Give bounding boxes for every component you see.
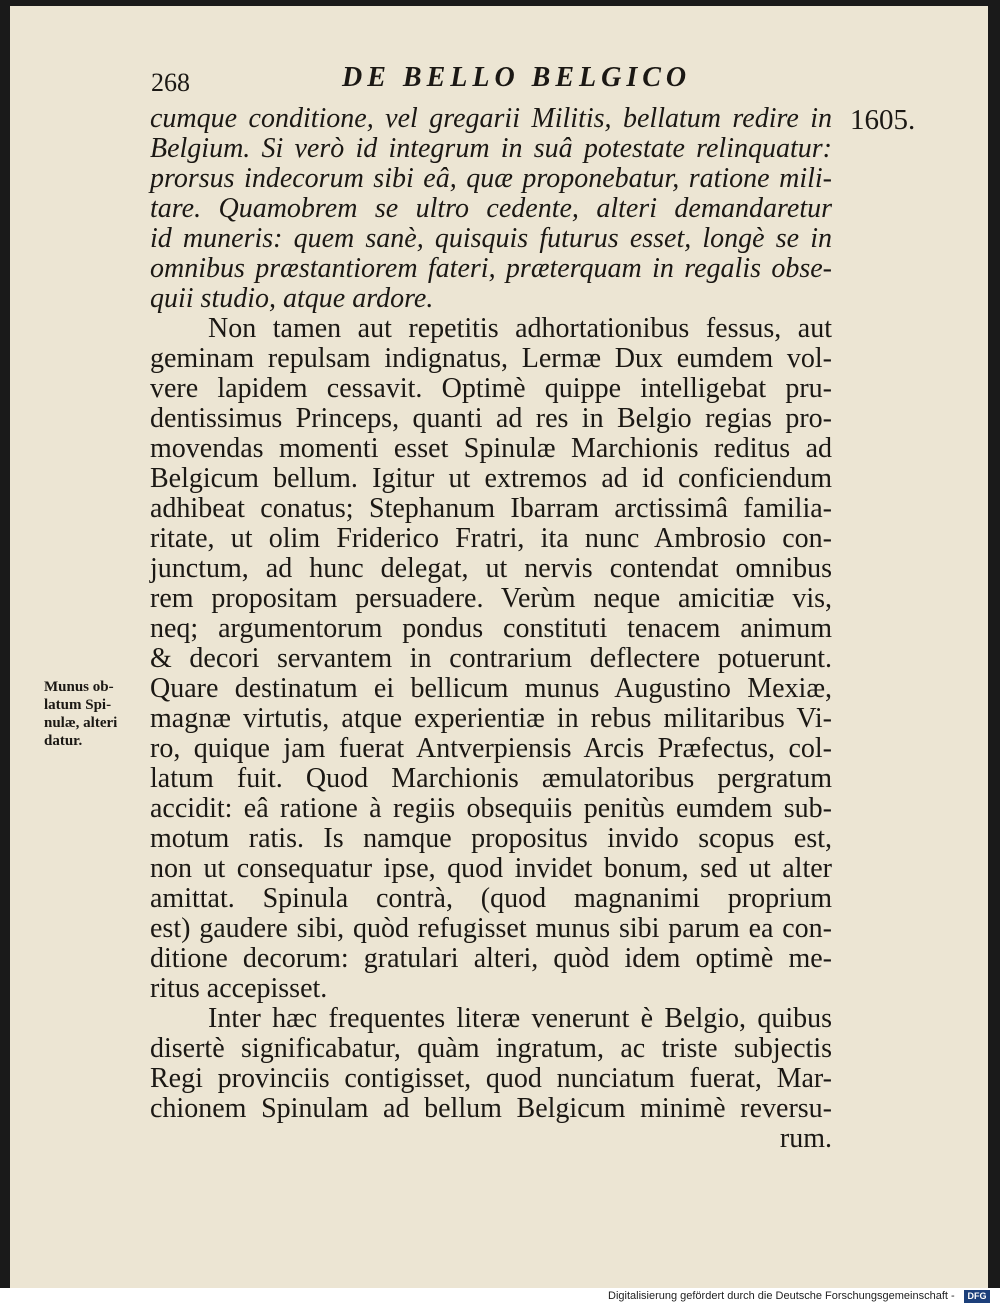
text-line: rum. xyxy=(779,1123,832,1154)
text-line: Non tamen aut repetitis adhortationibus fessus, aut xyxy=(208,313,832,344)
side-note-line: Munus ob- xyxy=(44,679,114,695)
text-line: tare. Quamobrem se ultro cedente, alteri demandaretur xyxy=(150,193,832,224)
page-number: 268 xyxy=(151,68,190,97)
text-line: ditione decorum: gratulari alteri, quòd idem optimè me- xyxy=(150,943,832,974)
dfg-logo: DFG xyxy=(964,1290,990,1303)
text-line: & decori servantem in contrarium deflectere potuerunt. xyxy=(150,643,832,674)
text-line: Belgium. Si verò id integrum in suâ potestate relinquatur: xyxy=(150,133,832,164)
text-line: quii studio, atque ardore. xyxy=(150,283,434,314)
text-line: rem propositam persuadere. Verùm neque amicitiæ vis, xyxy=(150,583,832,614)
text-line: id muneris: quem sanè, quisquis futurus esset, longè se in xyxy=(150,223,832,254)
text-line: disertè significabatur, quàm ingratum, ac triste subjectis xyxy=(150,1033,832,1064)
text-line: neq; argumentorum pondus constituti tenacem animum xyxy=(150,613,832,644)
running-title: DE BELLO BELGICO xyxy=(342,62,692,93)
text-line: accidit: eâ ratione à regiis obsequiis penitùs eumdem sub- xyxy=(150,793,832,824)
margin-year: 1605. xyxy=(850,104,916,136)
text-line: latum fuit. Quod Marchionis æmulatoribus pergratum xyxy=(150,763,832,794)
text-line: ritate, ut olim Friderico Fratri, ita nunc Ambrosio con- xyxy=(150,523,832,554)
text-line: Regi provinciis contigisset, quod nunciatum fuerat, Mar- xyxy=(150,1063,832,1094)
footer-bar xyxy=(0,1288,1000,1307)
text-line: amittat. Spinula contrà, (quod magnanimi proprium xyxy=(150,883,832,914)
side-note-line: latum Spi- xyxy=(44,697,112,713)
footer-credit: Digitalisierung gefördert durch die Deutsche Forschungsgemeinschaft - xyxy=(608,1290,955,1302)
book-page xyxy=(10,6,988,1288)
text-line: chionem Spinulam ad bellum Belgicum minimè reversu- xyxy=(150,1093,832,1124)
text-line: Belgicum bellum. Igitur ut extremos ad id conficiendum xyxy=(150,463,832,494)
text-line: dentissimus Princeps, quanti ad res in Belgio regias pro- xyxy=(150,403,832,434)
text-line: vere lapidem cessavit. Optimè quippe intelligebat pru- xyxy=(150,373,832,404)
text-line: Quare destinatum ei bellicum munus Augustino Mexiæ, xyxy=(150,673,832,704)
text-line: ritus accepisset. xyxy=(150,973,328,1004)
text-line: ro, quique jam fuerat Antverpiensis Arcis Præfectus, col- xyxy=(150,733,832,764)
text-line: movendas momenti esset Spinulæ Marchionis reditus ad xyxy=(150,433,832,464)
text-line: cumque conditione, vel gregarii Militis, bellatum redire in xyxy=(150,103,832,134)
text-line: Inter hæc frequentes literæ venerunt è Belgio, quibus xyxy=(208,1003,832,1034)
side-note-line: nulæ, alteri xyxy=(44,715,118,731)
side-note-line: datur. xyxy=(44,733,83,749)
text-line: adhibeat conatus; Stephanum Ibarram arctissimâ familia- xyxy=(150,493,832,524)
text-line: non ut consequatur ipse, quod invidet bonum, sed ut alter xyxy=(150,853,832,884)
text-line: geminam repulsam indignatus, Lermæ Dux eumdem vol- xyxy=(150,343,832,374)
text-line: motum ratis. Is namque propositus invido scopus est, xyxy=(150,823,832,854)
text-line: junctum, ad hunc delegat, ut nervis contendat omnibus xyxy=(150,553,832,584)
text-line: omnibus præstantiorem fateri, præterquam in regalis obse- xyxy=(150,253,832,284)
text-line: prorsus indecorum sibi eâ, quæ proponebatur, ratione mili- xyxy=(150,163,832,194)
text-line: magnæ virtutis, atque experientiæ in rebus militaribus Vi- xyxy=(150,703,832,734)
text-line: est) gaudere sibi, quòd refugisset munus sibi parum ea con- xyxy=(150,913,832,944)
